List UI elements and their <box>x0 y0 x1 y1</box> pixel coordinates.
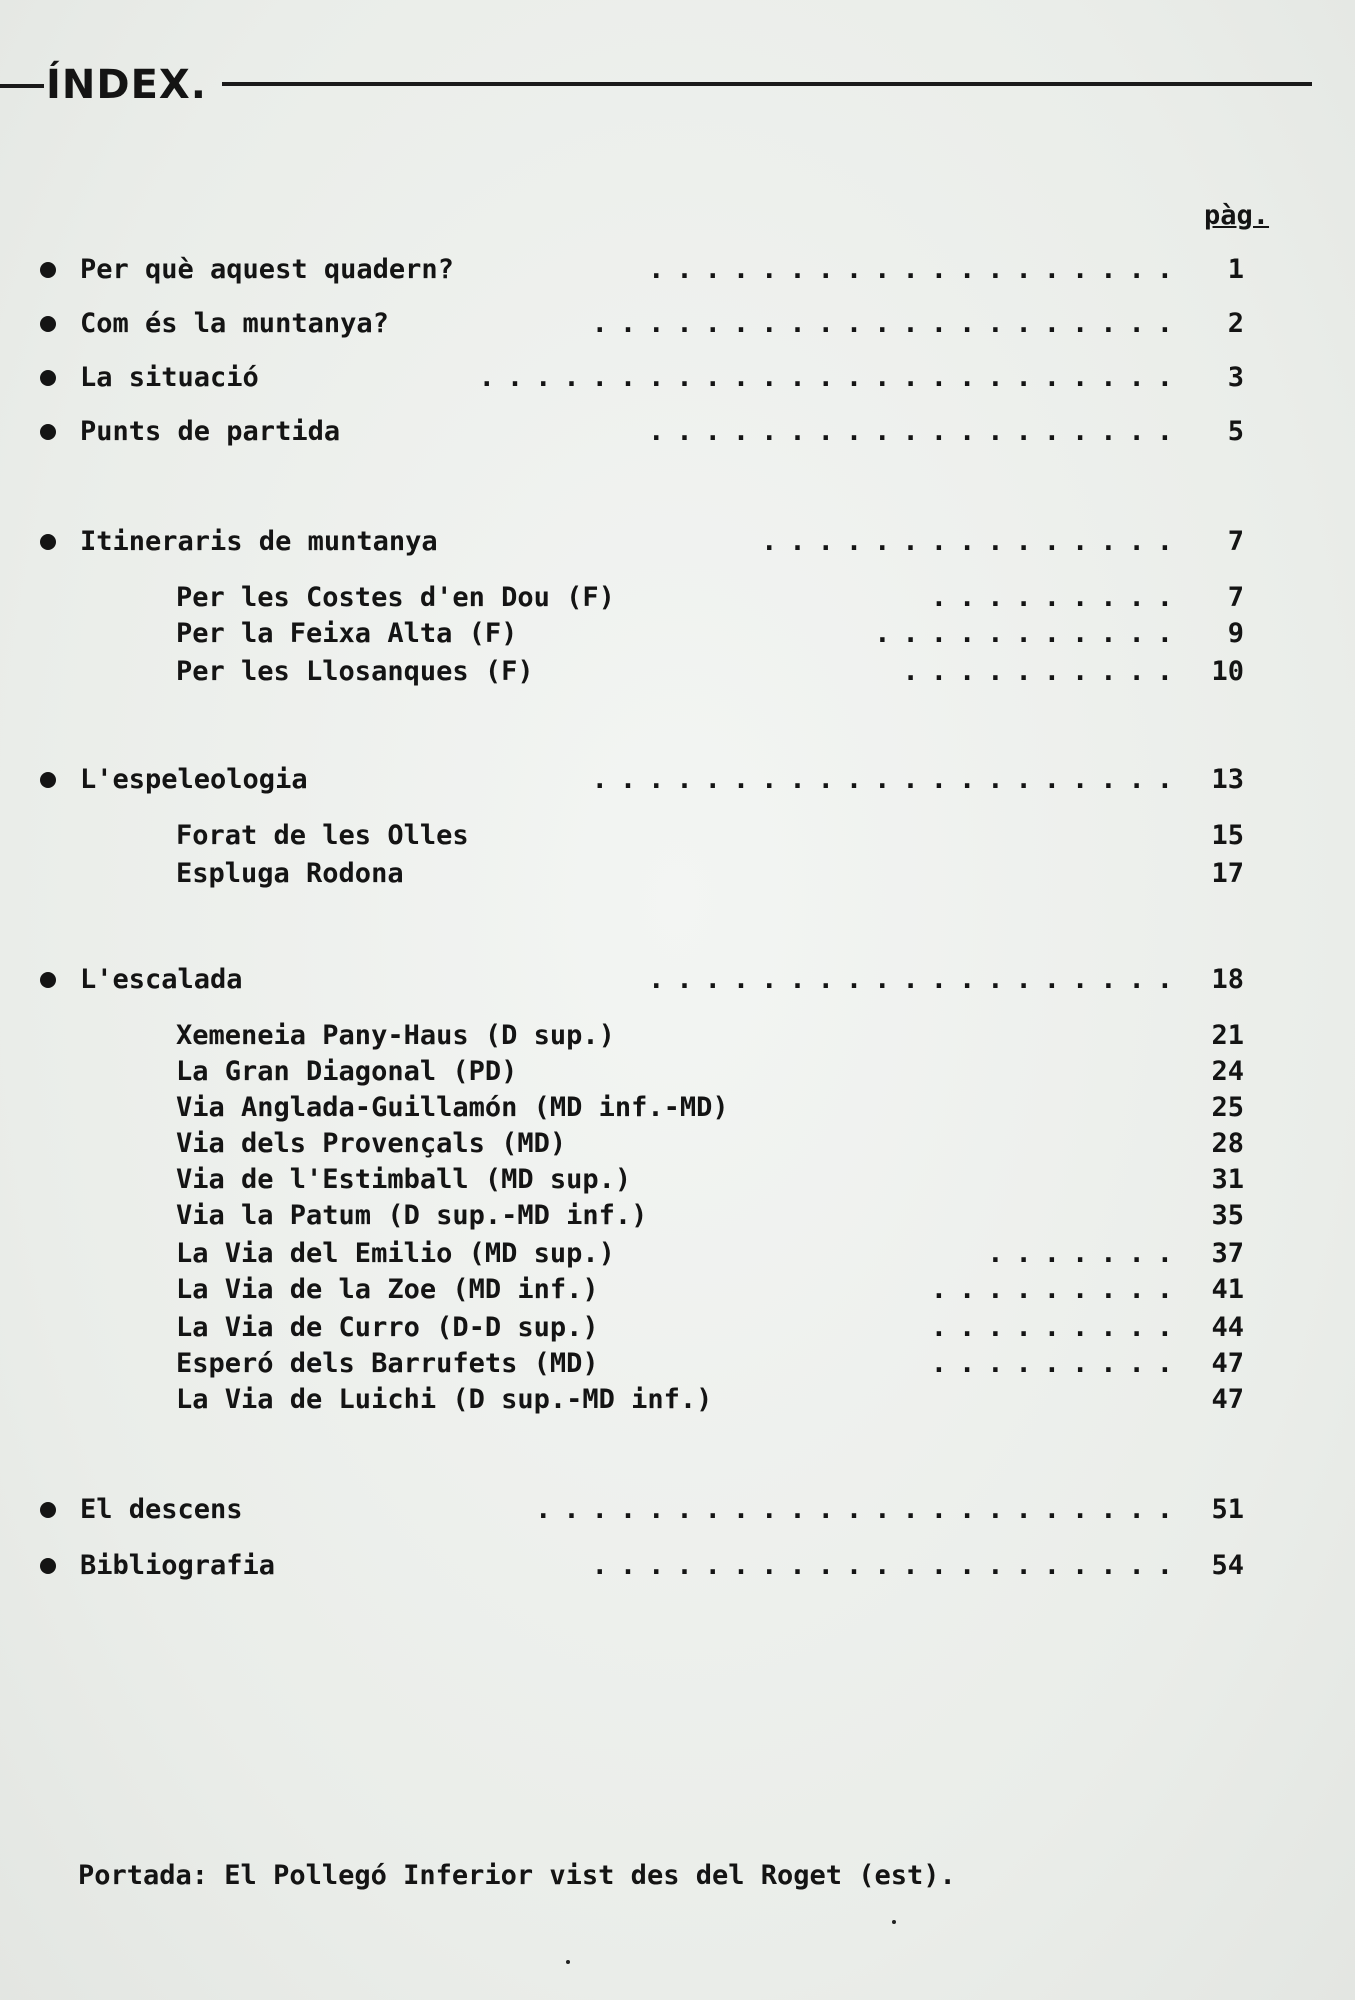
toc-leader-dots: ............... <box>761 526 1185 557</box>
toc-subentry <box>0 1162 1355 1198</box>
toc-leader-dots: ..................... <box>591 308 1185 339</box>
toc-subentry <box>0 1236 1355 1272</box>
toc-entry <box>0 1548 1355 1584</box>
toc-leader-dots: ......................... <box>478 362 1185 393</box>
toc-entry-label: La Via de la Zoe (MD inf.) <box>176 1274 599 1305</box>
toc-entry-label: La situació <box>80 362 259 393</box>
toc-leader-dots: ................... <box>648 964 1185 995</box>
cover-caption: Portada: El Pollegó Inferior vist des del Roget (est). <box>78 1860 956 1891</box>
toc-entry-label: Itineraris de muntanya <box>80 526 438 557</box>
toc-entry-label: Per la Feixa Alta (F) <box>176 618 518 649</box>
toc-subentry <box>0 1126 1355 1162</box>
toc-subentry <box>0 1346 1355 1382</box>
toc-entry-page: 28 <box>1211 1128 1244 1159</box>
toc-entry <box>0 762 1355 798</box>
toc-entry-page: 7 <box>1227 582 1244 613</box>
toc-subentry <box>0 1090 1355 1126</box>
toc-leader-dots: ....... <box>987 1238 1185 1269</box>
toc-entry-page: 18 <box>1211 964 1244 995</box>
toc-leader-dots: ......... <box>930 1348 1185 1379</box>
toc-leader-dots: ....................... <box>535 1494 1185 1525</box>
toc-entry-label: Via la Patum (D sup.-MD inf.) <box>176 1200 648 1231</box>
toc-entry-label: Via de l'Estimball (MD sup.) <box>176 1164 632 1195</box>
toc-subentry <box>0 1382 1355 1418</box>
toc-entry-page: 9 <box>1227 618 1244 649</box>
bullet-icon <box>40 534 56 550</box>
toc-entry-page: 2 <box>1227 308 1244 339</box>
toc-leader-dots: ..................... <box>591 764 1185 795</box>
toc-entry-page: 31 <box>1211 1164 1244 1195</box>
toc-subentry <box>0 616 1355 652</box>
toc-entry-label: Xemeneia Pany-Haus (D sup.) <box>176 1020 615 1051</box>
toc-entry-page: 13 <box>1211 764 1244 795</box>
toc-leader-dots: ......... <box>930 1274 1185 1305</box>
toc-entry-label: Per què aquest quadern? <box>80 254 454 285</box>
bullet-icon <box>40 316 56 332</box>
bullet-icon <box>40 370 56 386</box>
bullet-icon <box>40 1558 56 1574</box>
toc-leader-dots: ......... <box>930 582 1185 613</box>
toc-entry-page: 21 <box>1211 1020 1244 1051</box>
toc-entry-label: Forat de les Olles <box>176 820 469 851</box>
toc-subentry <box>0 1310 1355 1346</box>
toc-entry-label: La Gran Diagonal (PD) <box>176 1056 518 1087</box>
toc-entry-page: 47 <box>1211 1384 1244 1415</box>
toc-entry-label: Per les Llosanques (F) <box>176 656 534 687</box>
toc-subentry <box>0 580 1355 616</box>
toc-entry <box>0 962 1355 998</box>
toc-subentry <box>0 1018 1355 1054</box>
toc-leader-dots: ......... <box>930 1312 1185 1343</box>
toc-entry-label: Per les Costes d'en Dou (F) <box>176 582 615 613</box>
page-column-label: pàg. <box>1204 200 1270 231</box>
toc-entry <box>0 360 1355 396</box>
toc-entry-page: 10 <box>1211 656 1244 687</box>
toc-entry-page: 24 <box>1211 1056 1244 1087</box>
toc-entry-label: La Via de Curro (D-D sup.) <box>176 1312 599 1343</box>
toc-entry-label: La Via de Luichi (D sup.-MD inf.) <box>176 1384 713 1415</box>
toc-leader-dots: ........... <box>874 618 1185 649</box>
toc-entry <box>0 1492 1355 1528</box>
toc-leader-dots: .......... <box>902 656 1185 687</box>
toc-entry-page: 17 <box>1211 858 1244 889</box>
toc-subentry <box>0 818 1355 854</box>
toc-entry-label: L'escalada <box>80 964 243 995</box>
toc-entry-label: Espluga Rodona <box>176 858 404 889</box>
toc-entry <box>0 306 1355 342</box>
toc-entry-label: Via dels Provençals (MD) <box>176 1128 567 1159</box>
toc-leader-dots: ..................... <box>591 1550 1185 1581</box>
bullet-icon <box>40 262 56 278</box>
toc-entry <box>0 252 1355 288</box>
toc-entry <box>0 414 1355 450</box>
toc-entry-page: 47 <box>1211 1348 1244 1379</box>
toc-subentry <box>0 1272 1355 1308</box>
toc-subentry <box>0 654 1355 690</box>
toc-entry-page: 7 <box>1227 526 1244 557</box>
toc-entry <box>0 524 1355 560</box>
bullet-icon <box>40 424 56 440</box>
print-speck <box>566 1960 570 1964</box>
toc-entry-label: Via Anglada-Guillamón (MD inf.-MD) <box>176 1092 729 1123</box>
toc-entry-label: Com és la muntanya? <box>80 308 389 339</box>
toc-entry-label: Bibliografia <box>80 1550 276 1581</box>
toc-subentry <box>0 1054 1355 1090</box>
toc-entry-label: Esperó dels Barrufets (MD) <box>176 1348 599 1379</box>
toc-entry-page: 25 <box>1211 1092 1244 1123</box>
toc-entry-page: 3 <box>1227 362 1244 393</box>
toc-entry-page: 54 <box>1211 1550 1244 1581</box>
toc-entry-page: 51 <box>1211 1494 1244 1525</box>
toc-leader-dots: ................... <box>648 416 1185 447</box>
toc-subentry <box>0 1198 1355 1234</box>
toc-leader-dots: ................... <box>648 254 1185 285</box>
bullet-icon <box>40 772 56 788</box>
page-title: ÍNDEX. <box>46 62 207 108</box>
toc-subentry <box>0 856 1355 892</box>
print-speck <box>892 1920 896 1924</box>
toc-entry-page: 15 <box>1211 820 1244 851</box>
toc-entry-page: 1 <box>1227 254 1244 285</box>
toc-entry-page: 5 <box>1227 416 1244 447</box>
toc-entry-page: 35 <box>1211 1200 1244 1231</box>
toc-entry-page: 41 <box>1211 1274 1244 1305</box>
bullet-icon <box>40 1502 56 1518</box>
bullet-icon <box>40 972 56 988</box>
toc-entry-label: La Via del Emilio (MD sup.) <box>176 1238 615 1269</box>
toc-entry-label: El descens <box>80 1494 243 1525</box>
toc-entry-page: 37 <box>1211 1238 1244 1269</box>
toc-entry-page: 44 <box>1211 1312 1244 1343</box>
toc-entry-label: L'espeleologia <box>80 764 308 795</box>
toc-entry-label: Punts de partida <box>80 416 341 447</box>
